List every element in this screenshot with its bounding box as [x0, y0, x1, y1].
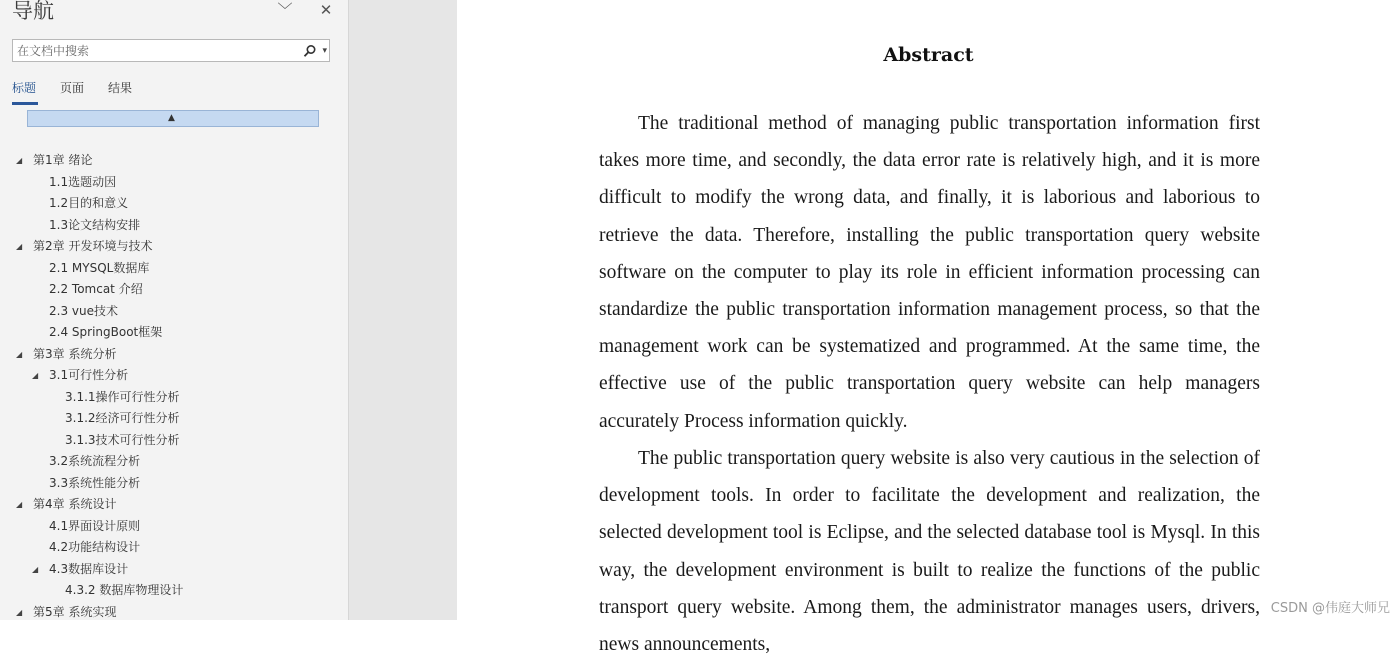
toc-item-label: 2.1 MYSQL数据库 [49, 260, 150, 275]
search-box[interactable] [12, 39, 330, 62]
toc-item[interactable] [0, 344, 348, 366]
expand-collapse-icon[interactable]: ◢ [16, 349, 23, 359]
toc-item-label: 4.3.2 数据库物理设计 [65, 583, 184, 597]
toc-item[interactable] [0, 172, 348, 194]
toc-item[interactable] [0, 473, 348, 495]
expand-collapse-icon[interactable]: ◢ [16, 156, 23, 165]
toc-item[interactable] [0, 602, 348, 621]
toc-item-label: 3.1.2经济可行性分析 [65, 411, 180, 425]
toc-item[interactable] [0, 516, 348, 538]
toc-item-label: 3.3系统性能分析 [49, 475, 141, 490]
watermark: CSDN @伟庭大师兄 [1270, 601, 1390, 616]
scroll-up-bar[interactable] [27, 110, 319, 127]
nav-title: 导航 [12, 0, 54, 23]
document-gutter [349, 0, 457, 620]
expand-collapse-icon[interactable]: ◢ [16, 500, 23, 509]
toc-item[interactable] [0, 451, 348, 473]
toc-item-label: 第2章 开发环境与技术 [33, 239, 153, 253]
toc-item-label: 3.2系统流程分析 [49, 454, 141, 468]
toc-item-label: 2.4 SpringBoot框架 [49, 325, 163, 339]
nav-close-button[interactable] [315, 0, 337, 20]
toc-item[interactable] [0, 387, 348, 409]
search-input[interactable] [17, 42, 297, 59]
toc-item-label: 2.3 vue技术 [49, 303, 118, 318]
toc-item-label: 2.2 Tomcat 介绍 [49, 282, 143, 296]
toc-item[interactable] [0, 430, 348, 452]
toc-item[interactable] [0, 494, 348, 516]
toc-item-label: 第4章 系统设计 [33, 497, 117, 511]
toc-item[interactable] [0, 279, 348, 301]
expand-collapse-icon[interactable]: ◢ [16, 242, 23, 251]
navigation-pane [0, 0, 349, 620]
expand-collapse-icon[interactable]: ◢ [32, 371, 39, 380]
tab-results[interactable]: 结果 [108, 81, 133, 95]
chevron-down-icon: ﹀ [277, 1, 293, 19]
toc-item-label: 3.1.1操作可行性分析 [65, 389, 180, 404]
toc-item[interactable] [0, 365, 348, 387]
toc-item[interactable] [0, 150, 348, 172]
tab-headings[interactable]: 标题 [12, 81, 37, 95]
toc-item[interactable] [0, 580, 348, 602]
toc-item[interactable] [0, 236, 348, 258]
abstract-paragraph-2: The public transportation query website is also very cautious in the selection of development tools. In order to facilitate the development and realization, the selected development tool is Eclipse, and the selected database tool is Mysql. In this way, the development environment is built to realize the functions of the public transport query website. Among them, the administrator manages users, drivers, news announcements, [599, 448, 1260, 656]
close-icon: ✕ [319, 1, 333, 19]
toc-item-label: 第3章 系统分析 [33, 346, 117, 361]
search-options-caret[interactable]: ▾ [322, 46, 327, 56]
abstract-heading: Abstract [883, 44, 974, 66]
toc-item[interactable] [0, 258, 348, 280]
toc-item-label: 4.3数据库设计 [49, 561, 129, 576]
toc-item-label: 第1章 绪论 [33, 153, 93, 167]
toc-item[interactable] [0, 301, 348, 323]
toc-item[interactable] [0, 559, 348, 581]
collapse-up-icon: ▲ [168, 113, 175, 123]
heading-tree [0, 150, 348, 620]
toc-item[interactable] [0, 408, 348, 430]
toc-item[interactable] [0, 215, 348, 237]
abstract-paragraph-1: The traditional method of managing public transportation information first takes more time, and secondly, the data error rate is relatively high, and it is more difficult to modify the wrong data, and finally, it is laborious and laborious to retrieve the data. Therefore, installing the public transportation query website software on the computer to play its role in efficient information processing can standardize the public transportation information management process, so that the management work can be systematized and programmed. At the same time, the effective use of the public transportation query website can help managers accurately Process information quickly. [599, 113, 1260, 432]
toc-item-label: 1.2目的和意义 [49, 196, 129, 210]
expand-collapse-icon[interactable]: ◢ [32, 564, 39, 574]
toc-item[interactable] [0, 537, 348, 559]
toc-item-label: 3.1.3技术可行性分析 [65, 432, 180, 447]
active-tab-indicator [12, 102, 38, 105]
document-page[interactable] [457, 0, 1400, 656]
toc-item-label: 第5章 系统实现 [33, 604, 117, 619]
toc-item[interactable] [0, 193, 348, 215]
nav-options-button[interactable] [274, 0, 296, 20]
toc-item-label: 1.1选题动因 [49, 174, 117, 189]
toc-item-label: 4.2功能结构设计 [49, 540, 141, 554]
tab-pages[interactable]: 页面 [60, 81, 85, 95]
toc-item-label: 3.1可行性分析 [49, 368, 129, 382]
toc-item[interactable] [0, 322, 348, 344]
expand-collapse-icon[interactable]: ◢ [16, 607, 23, 617]
search-icon[interactable] [303, 44, 317, 58]
toc-item-label: 4.1界面设计原则 [49, 518, 141, 533]
toc-item-label: 1.3论文结构安排 [49, 217, 141, 232]
